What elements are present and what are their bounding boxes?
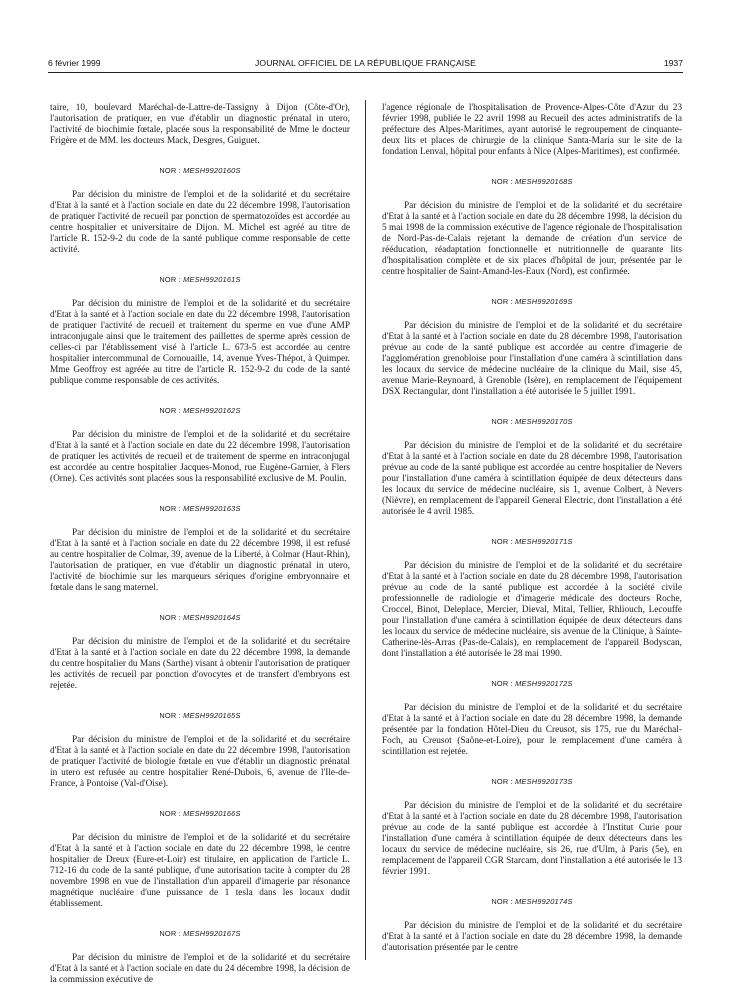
nor-code: MESH9920170S xyxy=(515,417,573,426)
nor-label: NOR : xyxy=(491,417,516,426)
left-column xyxy=(50,103,350,986)
nor-code: MESH9920165S xyxy=(183,711,241,720)
decision-paragraph: Par décision du ministre de l'emploi et de la solidarité et du secrétaire d'Etat à la santé et à l'action sociale en date du 22 décembre 1998, la demande du centre hospitalier du Mans (Sarthe) visant à obtenir l'autorisation de pratiquer les activités de recueil par ponction d'ovocytes et de transfert d'embryons est rejetée. xyxy=(50,637,350,691)
nor-reference xyxy=(382,776,682,787)
nor-code: MESH9920162S xyxy=(183,406,241,415)
nor-label: NOR : xyxy=(491,777,516,786)
page-number: 1937 xyxy=(663,58,683,68)
decision-paragraph: taire, 10, boulevard Maréchal-de-Lattre-de-Tassigny à Dijon (Côte-d'Or), l'autorisation de pratiquer, en vue d'établir un diagnostic prénatal in utero, l'activité de biochimie fœtale, placée sous la responsabilité de Mme le docteur Frigère et de MM. les docteurs Mack, Desgres, Guiguet. xyxy=(50,103,350,146)
nor-reference xyxy=(50,808,350,819)
nor-reference xyxy=(50,612,350,623)
nor-label: NOR : xyxy=(159,809,184,818)
nor-code: MESH9920171S xyxy=(515,537,573,546)
decision-paragraph: Par décision du ministre de l'emploi et de la solidarité et du secrétaire d'Etat à la santé et à l'action sociale en date du 22 décembre 1998, l'autorisation de pratiquer l'activité de recueil et traitement du sperme en vue d'une AMP intraconjugale ainsi que le traitement des paillettes de sperme après cession de celles-ci par l'établissement visé à l'article L. 673-5 est accordée au centre hospitalier intercommunal de Cornouaille, 14, avenue Yves-Thépot, à Quimper. Mme Geoffroy est agréée au titre de l'article R. 152-9-2 du code de la santé publique comme responsable de ces activités. xyxy=(50,299,350,386)
nor-reference xyxy=(382,176,682,187)
nor-label: NOR : xyxy=(159,275,184,284)
nor-label: NOR : xyxy=(491,679,516,688)
nor-code: MESH9920167S xyxy=(183,929,241,938)
nor-label: NOR : xyxy=(491,537,516,546)
nor-code: MESH9920164S xyxy=(183,613,241,622)
nor-label: NOR : xyxy=(159,613,184,622)
nor-code: MESH9920161S xyxy=(183,275,241,284)
nor-reference xyxy=(50,928,350,939)
column-divider xyxy=(365,100,366,960)
nor-reference xyxy=(50,710,350,721)
nor-label: NOR : xyxy=(159,504,184,513)
nor-code: MESH9920168S xyxy=(515,177,573,186)
nor-reference xyxy=(50,165,350,176)
decision-paragraph: Par décision du ministre de l'emploi et de la solidarité et du secrétaire d'Etat à la santé et à l'action sociale en date du 22 décembre 1998, l'autorisation de pratiquer l'activité de biologie fœtale en vue d'établir un diagnostic prénatal in utero est refusée au centre hospitalier René-Dubois, 6, avenue de l'Ile-de-France, à Pontoise (Val-d'Oise). xyxy=(50,735,350,789)
decision-paragraph: Par décision du ministre de l'emploi et de la solidarité et du secrétaire d'Etat à la santé et à l'action sociale en date du 24 décembre 1998, la décision de la commission exécutive de xyxy=(50,953,350,985)
nor-label: NOR : xyxy=(159,406,184,415)
nor-label: NOR : xyxy=(491,177,516,186)
header-date: 6 février 1999 xyxy=(48,58,101,68)
decision-paragraph: Par décision du ministre de l'emploi et de la solidarité et du secrétaire d'Etat à la santé et à l'action sociale en date du 28 décembre 1998, la décision du 5 mai 1998 de la commission exécutive de l'agence régionale de l'hospitalisation de Nord-Pas-de-Calais rejetant la demande de création d'un service de rééducation, réadaptation fonctionnelle et nutritionnelle de quarante lits d'hospitalisation complète et de six places d'hôpital de jour, présentée par le centre hospitalier de Saint-Amand-les-Eaux (Nord), est confirmée. xyxy=(382,201,682,277)
decision-paragraph: Par décision du ministre de l'emploi et de la solidarité et du secrétaire d'Etat à la santé et à l'action sociale en date du 28 décembre 1998, l'autorisation prévue au code de la santé publique est accordée au centre d'imagerie de l'agglomération grenobloise pour l'installation d'une caméra à scintillation dans les locaux du service de médecine nucléaire de la clinique du Mail, sise 45, avenue Marie-Reynoard, à Grenoble (Isère), en remplacement de l'équipement DSX Rectangular, dont l'installation a été autorisée le 5 juillet 1991. xyxy=(382,321,682,397)
nor-reference xyxy=(382,296,682,307)
decision-paragraph: Par décision du ministre de l'emploi et de la solidarité et du secrétaire d'Etat à la santé et à l'action sociale en date du 28 décembre 1998, la demande d'autorisation présentée par le centre xyxy=(382,921,682,953)
decision-paragraph: Par décision du ministre de l'emploi et de la solidarité et du secrétaire d'Etat à la santé et à l'action sociale en date du 28 décembre 1998, l'autorisation prévue au code de la santé publique est accordée à l'Institut Curie pour l'installation d'une caméra à scintillation équipée de deux détecteurs dans les locaux du service de médecine nucléaire, sis 26, rue d'Ulm, à Paris (5e), en remplacement de l'appareil CGR Starcam, dont l'installation a été autorisée le 13 février 1991. xyxy=(382,801,682,877)
nor-label: NOR : xyxy=(159,929,184,938)
nor-reference xyxy=(382,536,682,547)
nor-label: NOR : xyxy=(491,897,516,906)
page-header xyxy=(48,58,683,72)
nor-code: MESH9920173S xyxy=(515,777,573,786)
journal-title: JOURNAL OFFICIEL DE LA RÉPUBLIQUE FRANÇAISE xyxy=(255,58,476,68)
decision-paragraph: Par décision du ministre de l'emploi et de la solidarité et du secrétaire d'Etat à la santé et à l'action sociale en date du 22 décembre 1998, l'autorisation de pratiquer les activités de recueil et de traitement de sperme en intraconjugal est accordée au centre hospitalier Jacques-Monod, rue Eugène-Garnier, à Flers (Orne). Ces activités sont placées sous la responsabilité exclusive de M. Poulin. xyxy=(50,430,350,484)
nor-code: MESH9920172S xyxy=(515,679,573,688)
decision-paragraph: Par décision du ministre de l'emploi et de la solidarité et du secrétaire d'Etat à la santé et à l'action sociale en date du 28 décembre 1998, la demande présentée par la fondation Hôtel-Dieu du Creusot, sis 175, rue du Maréchal-Foch, au Creusot (Saône-et-Loire), pour le remplacement d'une caméra à scintillation est rejetée. xyxy=(382,703,682,757)
nor-label: NOR : xyxy=(159,711,184,720)
nor-code: MESH9920169S xyxy=(515,297,573,306)
nor-code: MESH9920174S xyxy=(515,897,573,906)
nor-code: MESH9920160S xyxy=(183,166,241,175)
decision-paragraph: Par décision du ministre de l'emploi et de la solidarité et du secrétaire d'Etat à la santé et à l'action sociale en date du 28 décembre 1998, l'autorisation prévue au code de la santé publique est accordée à la société civile professionnelle de radiologie et d'imagerie médicale des docteurs Roche, Croccel, Binot, Deleplace, Mercier, Dieval, Mital, Tellier, Rhliouch, Lecouffe pour l'installation d'une caméra à scintillation équipée de deux détecteurs dans les locaux du service de médecine nucléaire, sis avenue de la Clinique, à Sainte-Catherine-lès-Arras (Pas-de-Calais), en remplacement de l'appareil Bodyscan, dont l'installation a été autorisée le 28 mai 1990. xyxy=(382,561,682,659)
nor-label: NOR : xyxy=(491,297,516,306)
nor-reference xyxy=(50,503,350,514)
nor-label: NOR : xyxy=(159,166,184,175)
header-rule xyxy=(48,72,683,73)
nor-code: MESH9920163S xyxy=(183,504,241,513)
nor-reference xyxy=(382,416,682,427)
decision-paragraph: Par décision du ministre de l'emploi et de la solidarité et du secrétaire d'Etat à la santé et à l'action sociale en date du 22 décembre 1998, le centre hospitalier de Dreux (Eure-et-Loir) est titulaire, en application de l'article L. 712-16 du code de la santé publique, d'une autorisation tacite à compter du 28 novembre 1998 en vue de l'installation d'un appareil d'imagerie par résonance magnétique nucléaire d'une puissance de 1 tesla dans les locaux dudit établissement. xyxy=(50,833,350,909)
nor-reference xyxy=(50,274,350,285)
nor-code: MESH9920166S xyxy=(183,809,241,818)
nor-reference xyxy=(50,405,350,416)
nor-reference xyxy=(382,896,682,907)
decision-paragraph: Par décision du ministre de l'emploi et de la solidarité et du secrétaire d'Etat à la santé et à l'action sociale en date du 28 décembre 1998, l'autorisation prévue au code de la santé publique est accordée au centre hospitalier de Nevers pour l'installation d'une caméra à scintillation équipée de deux détecteurs dans les locaux du service de médecine nucléaire, sis 1, avenue Colbert, à Nevers (Nièvre), en remplacement de l'appareil General Electric, dont l'installation a été autorisée le 4 avril 1985. xyxy=(382,441,682,517)
nor-reference xyxy=(382,678,682,689)
decision-paragraph: Par décision du ministre de l'emploi et de la solidarité et du secrétaire d'Etat à la santé et à l'action sociale en date du 22 décembre 1998, l'autorisation de pratiquer l'activité de recueil par ponction de spermatozoïdes est accordée au centre hospitalier et universitaire de Dijon. M. Michel est agréé au titre de l'article R. 152-9-2 du code de la santé publique comme responsable de cette activité. xyxy=(50,190,350,255)
decision-paragraph: Par décision du ministre de l'emploi et de la solidarité et du secrétaire d'Etat à la santé et à l'action sociale en date du 22 décembre 1998, il est refusé au centre hospitalier de Colmar, 39, avenue de la Liberté, à Colmar (Haut-Rhin), l'autorisation de pratiquer, en vue d'établir un diagnostic prénatal in utero, l'activité de biochimie sur les marqueurs sériques d'origine embryonnaire et fœtale dans le sang maternel. xyxy=(50,528,350,593)
right-column xyxy=(382,103,682,954)
decision-paragraph: l'agence régionale de l'hospitalisation de Provence-Alpes-Côte d'Azur du 23 février 1998, publiée le 22 avril 1998 au Recueil des actes administratifs de la préfecture des Alpes-Maritimes, ayant autorisé le regroupement de cinquante-deux lits et places de chirurgie de la clinique Santa-Maria sur le site de la fondation Lenval, hôpital pour enfants à Nice (Alpes-Maritimes), est confirmée. xyxy=(382,103,682,157)
